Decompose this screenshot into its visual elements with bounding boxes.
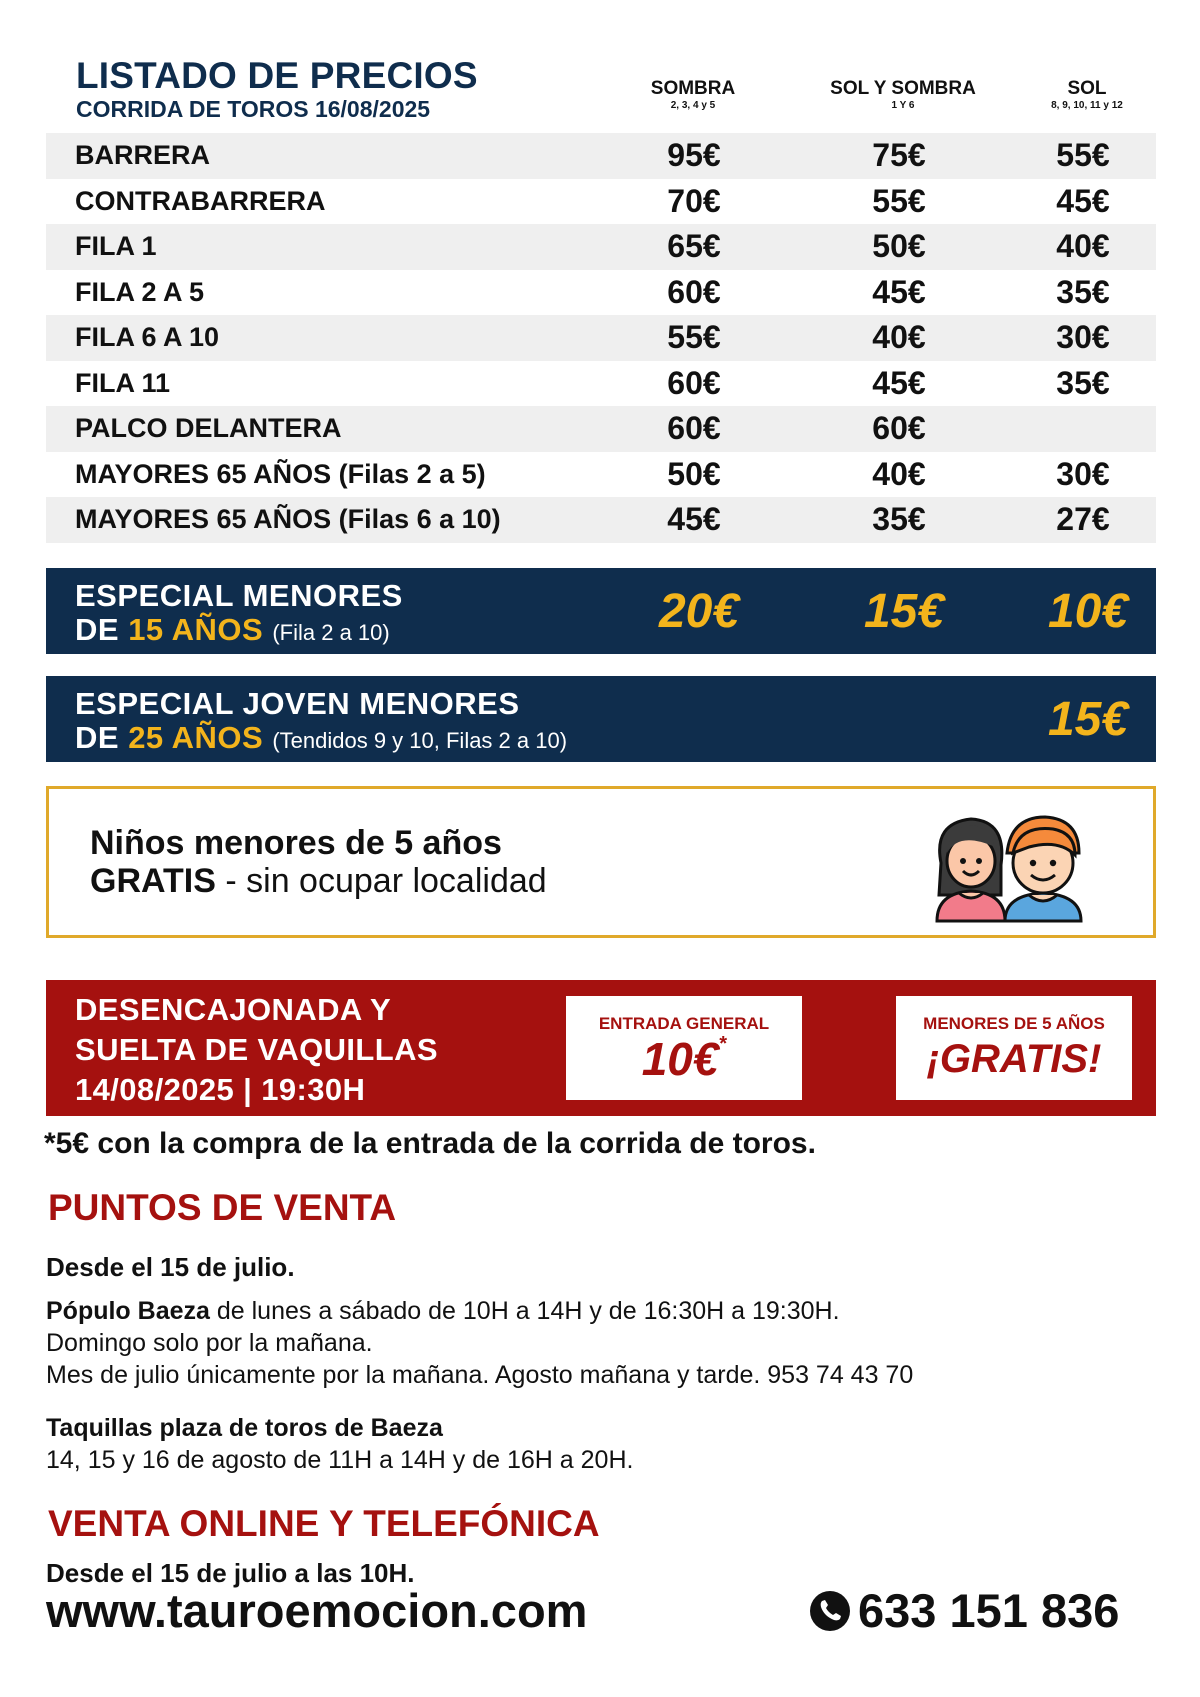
row-label: FILA 11 (75, 367, 171, 398)
price-sombra: 70€ (667, 182, 721, 219)
price-sol-y-sombra: 45€ (872, 273, 926, 310)
puntos-venta-title: PUNTOS DE VENTA (48, 1187, 397, 1228)
row-label: FILA 2 A 5 (75, 276, 205, 307)
special-joven-price: 15€ (1047, 693, 1129, 746)
price-sombra: 45€ (667, 501, 721, 538)
kids-free-box (46, 786, 1156, 938)
column-header-sol-y-sombra: SOL Y SOMBRA 1 Y 6 (830, 78, 976, 111)
kids-line2: GRATIS - sin ocupar localidad (90, 862, 547, 900)
special-menores-price-sol-y-sombra: 15€ (863, 585, 945, 638)
price-sol-y-sombra: 40€ (872, 455, 926, 492)
entrada-general-price: 10€* (641, 1033, 727, 1085)
table-row (46, 361, 1156, 407)
table-row (46, 315, 1156, 361)
price-sol-y-sombra: 50€ (872, 228, 926, 265)
price-sol: 40€ (1056, 228, 1110, 265)
puntos-venta-since: Desde el 15 de julio. (46, 1252, 295, 1282)
kids-line1: Niños menores de 5 años (90, 824, 502, 862)
special-joven-band (46, 676, 1156, 762)
price-sol: 35€ (1056, 364, 1110, 401)
special-joven-line2: DE 25 AÑOS (Tendidos 9 y 10, Filas 2 a 10) (75, 720, 568, 755)
row-label: FILA 1 (75, 231, 157, 262)
row-label: BARRERA (75, 140, 210, 171)
price-sol-y-sombra: 60€ (872, 410, 926, 447)
table-row (46, 133, 1156, 179)
price-sol: 30€ (1056, 319, 1110, 356)
entrada-general-title: ENTRADA GENERAL (598, 1014, 770, 1033)
row-label: MAYORES 65 AÑOS (Filas 6 a 10) (75, 504, 501, 535)
price-sol-y-sombra: 35€ (872, 501, 926, 538)
desencajonada-line2: SUELTA DE VAQUILLAS (75, 1032, 438, 1067)
entrada-general-box (566, 996, 802, 1100)
column-header-sombra: SOMBRA 2, 3, 4 y 5 (650, 78, 736, 111)
table-row (46, 452, 1156, 498)
special-menores-line2: DE 15 AÑOS (Fila 2 a 10) (75, 612, 390, 647)
price-sol-y-sombra: 45€ (872, 364, 926, 401)
phone-number[interactable] (808, 1583, 1119, 1638)
age-highlight: 25 AÑOS (128, 720, 264, 755)
price-sol: 30€ (1056, 455, 1110, 492)
special-joven-note: (Tendidos 9 y 10, Filas 2 a 10) (272, 728, 568, 753)
footnote: *5€ con la compra de la entrada de la corrida de toros. (44, 1127, 816, 1160)
row-label: FILA 6 A 10 (75, 322, 220, 353)
price-table (46, 133, 1156, 543)
price-sol-y-sombra: 55€ (872, 182, 926, 219)
venta-online-since: Desde el 15 de julio a las 10H. (46, 1558, 415, 1588)
price-sol: 35€ (1056, 273, 1110, 310)
website-link[interactable]: www.tauroemocion.com (46, 1584, 588, 1637)
special-joven-line1: ESPECIAL JOVEN MENORES (75, 686, 520, 721)
age-highlight: 15 AÑOS (128, 612, 264, 647)
price-sol: 45€ (1056, 182, 1110, 219)
phone-text: 633 151 836 (858, 1584, 1120, 1637)
special-menores-band (46, 568, 1156, 654)
phone-icon (808, 1589, 852, 1633)
price-sombra: 60€ (667, 273, 721, 310)
taquillas-name: Taquillas plaza de toros de Baeza (46, 1414, 443, 1442)
price-sombra: 55€ (667, 319, 721, 356)
price-sol-y-sombra: 75€ (872, 137, 926, 174)
special-menores-price-sol: 10€ (1047, 585, 1129, 638)
table-row (46, 270, 1156, 316)
desencajonada-date: 14/08/2025 | 19:30H (75, 1072, 366, 1107)
special-menores-note: (Fila 2 a 10) (272, 620, 390, 645)
desencajonada-band (46, 980, 1156, 1116)
header (76, 56, 478, 122)
column-header-sol: SOL 8, 9, 10, 11 y 12 (1051, 78, 1123, 111)
populo-sunday: Domingo solo por la mañana. (46, 1329, 373, 1357)
price-sombra: 95€ (667, 137, 721, 174)
menores-gratis-title: MENORES DE 5 AÑOS (923, 1014, 1105, 1033)
row-label: PALCO DELANTERA (75, 413, 342, 444)
price-sombra: 60€ (667, 364, 721, 401)
taquillas-hours: 14, 15 y 16 de agosto de 11H a 14H y de 16H a 20H. (46, 1446, 634, 1474)
row-label: MAYORES 65 AÑOS (Filas 2 a 5) (75, 458, 486, 489)
menores-gratis-box (896, 996, 1132, 1100)
price-sol: 27€ (1056, 501, 1110, 538)
page-title: LISTADO DE PRECIOS (76, 55, 478, 96)
price-sombra: 60€ (667, 410, 721, 447)
row-label: CONTRABARRERA (75, 185, 326, 216)
table-row (46, 179, 1156, 225)
price-sombra: 65€ (667, 228, 721, 265)
special-menores-price-sombra: 20€ (658, 585, 740, 638)
venta-online-title: VENTA ONLINE Y TELEFÓNICA (48, 1503, 600, 1544)
price-sombra: 50€ (667, 455, 721, 492)
price-sol: 55€ (1056, 137, 1110, 174)
table-row (46, 224, 1156, 270)
special-menores-line1: ESPECIAL MENORES (75, 578, 403, 613)
table-row (46, 497, 1156, 543)
desencajonada-line1: DESENCAJONADA Y (75, 992, 392, 1027)
table-row (46, 406, 1156, 452)
menores-gratis-value: ¡GRATIS! (926, 1037, 1102, 1081)
populo-hours: Pópulo Baeza de lunes a sábado de 10H a 14H y de 16:30H a 19:30H. (46, 1297, 840, 1325)
populo-summer: Mes de julio únicamente por la mañana. Agosto mañana y tarde. 953 74 43 70 (46, 1361, 914, 1389)
price-sol-y-sombra: 40€ (872, 319, 926, 356)
page-subtitle: CORRIDA DE TOROS 16/08/2025 (76, 96, 431, 122)
children-icon (919, 803, 1089, 923)
